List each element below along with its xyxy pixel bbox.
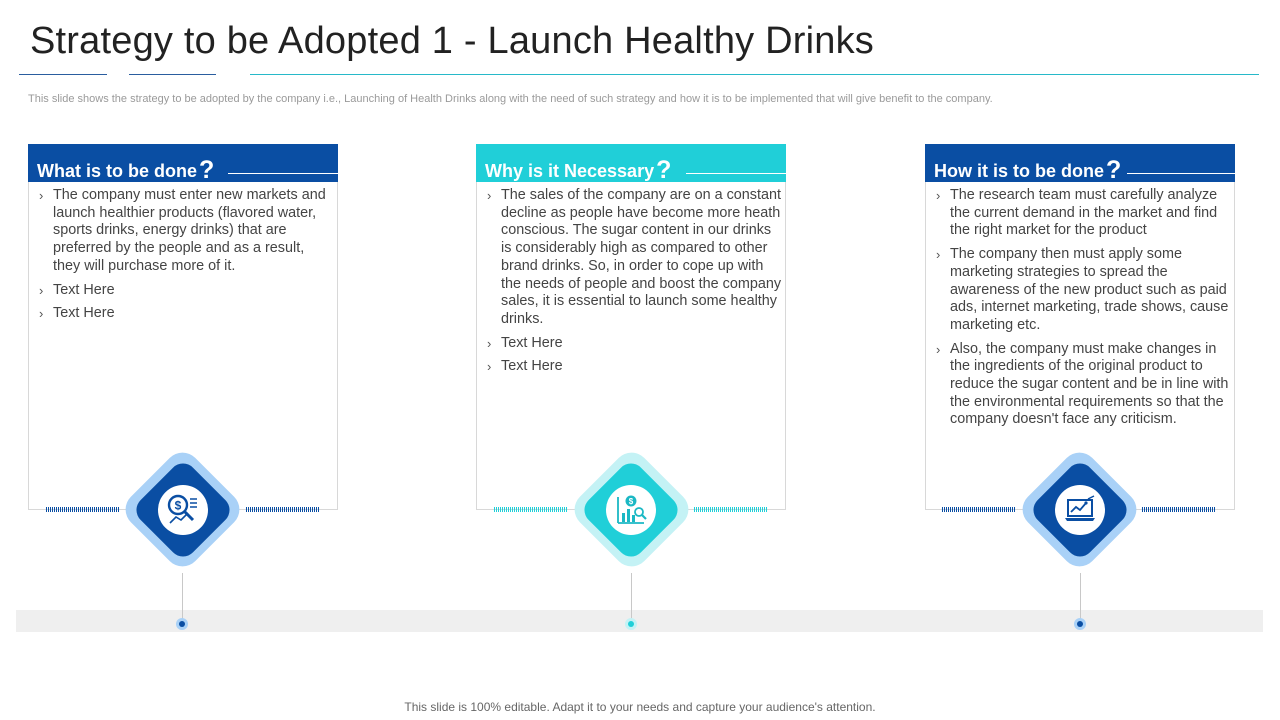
card-why-header <box>476 144 786 182</box>
card-how-heading: How it is to be done <box>934 161 1104 181</box>
chevron-right-icon: › <box>936 341 941 357</box>
title-underline-mid <box>129 74 216 75</box>
header-underline <box>686 173 786 174</box>
dash-connector <box>942 507 1015 512</box>
timeline-connector <box>631 573 632 623</box>
svg-text:$: $ <box>628 497 634 506</box>
dash-connector <box>694 507 767 512</box>
chevron-right-icon: › <box>936 247 941 263</box>
card-what-heading: What is to be done <box>37 161 197 181</box>
laptop-analytics-icon <box>1055 485 1105 535</box>
list-item: › Text Here <box>487 334 563 351</box>
chevron-right-icon: › <box>487 335 492 351</box>
timeline-dot <box>625 618 637 630</box>
timeline-dot <box>176 618 188 630</box>
dollar-magnifier-icon <box>158 485 208 535</box>
chevron-right-icon: › <box>487 188 492 203</box>
chevron-right-icon: › <box>936 188 941 203</box>
dash-connector <box>494 507 567 512</box>
list-item: › The company then must apply some marketing strategies to spread the awareness of the new product such as paid ads, internet marketing, trade shows, cause marketing etc. <box>936 246 1229 333</box>
list-item: › The company must enter new markets and launch healthier products (flavored water, sports drinks, energy drinks) that are preferred by the people and as a result, they will purchase more of it. <box>39 187 326 274</box>
header-underline <box>228 173 338 174</box>
dash-connector <box>246 507 319 512</box>
title-underline-left <box>19 74 107 75</box>
list-item: › Also, the company must make changes in the ingredients of the original product to reduce the sugar content and be in line with the environmental requirements so that the company doesn't face any criticism. <box>936 340 1229 428</box>
dash-connector <box>1142 507 1215 512</box>
question-mark-icon: ? <box>656 156 672 184</box>
timeline-connector <box>1080 573 1081 623</box>
list-item: › Text Here <box>39 305 115 322</box>
list-item: › The sales of the company are on a constant decline as people have become more heath conscious. The sugar content in our drinks is considerably high as compared to other brand drinks. So, in order to cope up with the needs of people and boost the company sales, it is essential to launch some healthy drinks. <box>487 187 782 327</box>
chevron-right-icon: › <box>39 306 44 322</box>
card-what-bullets <box>39 187 335 329</box>
timeline-connector <box>182 573 183 623</box>
card-what-header <box>28 144 338 182</box>
list-item: › Text Here <box>39 281 115 298</box>
card-why-heading: Why is it Necessary <box>485 161 655 181</box>
list-item: › The research team must carefully analyze the current demand in the market and find the right market for the product <box>936 187 1218 239</box>
card-how-header <box>925 144 1235 182</box>
chevron-right-icon: › <box>39 282 44 298</box>
dash-connector <box>46 507 119 512</box>
growth-chart-dollar-icon <box>606 485 656 535</box>
header-underline <box>1127 173 1235 174</box>
question-mark-icon: ? <box>199 156 215 184</box>
chevron-right-icon: › <box>39 188 44 203</box>
question-mark-icon: ? <box>1106 156 1122 184</box>
slide-footer: This slide is 100% editable. Adapt it to your needs and capture your audience's attention. <box>404 700 876 714</box>
chevron-right-icon: › <box>487 359 492 375</box>
svg-text:$: $ <box>174 498 182 513</box>
slide-subtitle: This slide shows the strategy to be adopted by the company i.e., Launching of Health Drinks along with the need of such strategy and how it is to be implemented that will give benefit to the company. <box>28 93 993 105</box>
list-item: › Text Here <box>487 358 563 375</box>
title-underline-right <box>250 74 1259 75</box>
card-why-bullets <box>487 187 783 382</box>
card-how-bullets <box>936 187 1232 435</box>
slide-title: Strategy to be Adopted 1 - Launch Healthy Drinks <box>30 20 874 62</box>
timeline-dot <box>1074 618 1086 630</box>
